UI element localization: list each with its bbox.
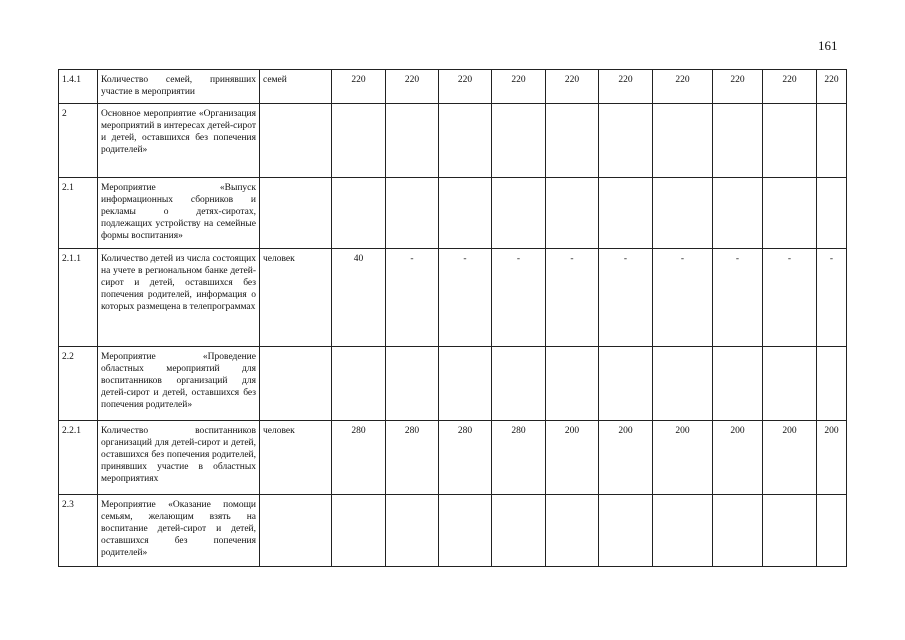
value-cell	[763, 104, 817, 178]
value-cell	[817, 104, 847, 178]
value-cell	[546, 178, 599, 249]
value-cell	[599, 495, 653, 567]
row-unit	[260, 495, 332, 567]
value-cell	[599, 347, 653, 421]
value-cell	[332, 104, 386, 178]
value-cell	[546, 347, 599, 421]
table-body	[59, 70, 847, 567]
table-row	[59, 249, 847, 347]
row-unit	[260, 104, 332, 178]
value-cell: 40	[332, 249, 386, 347]
value-cell	[546, 104, 599, 178]
page-number: 161	[818, 38, 838, 53]
value-cell: 280	[386, 421, 439, 495]
value-cell: 220	[439, 70, 492, 104]
value-cell	[653, 495, 713, 567]
row-description: Количество семей, принявших участие в мероприятии	[98, 70, 260, 104]
value-cell: 220	[653, 70, 713, 104]
value-cell	[332, 178, 386, 249]
table-row	[59, 70, 847, 104]
value-cell: -	[546, 249, 599, 347]
row-code: 2.2.1	[59, 421, 98, 495]
value-cell	[713, 495, 763, 567]
value-cell	[713, 178, 763, 249]
row-unit: человек	[260, 249, 332, 347]
value-cell	[492, 178, 546, 249]
value-cell: 220	[763, 70, 817, 104]
value-cell: 200	[817, 421, 847, 495]
value-cell: -	[492, 249, 546, 347]
row-code: 2.2	[59, 347, 98, 421]
value-cell	[439, 104, 492, 178]
value-cell	[653, 104, 713, 178]
row-unit	[260, 347, 332, 421]
row-description: Мероприятие «Проведение областных мероприятий для воспитанников организаций для детей-сирот и детей, оставшихся без попечения родителей»	[98, 347, 260, 421]
value-cell	[763, 347, 817, 421]
table-row	[59, 347, 847, 421]
value-cell	[386, 495, 439, 567]
value-cell: 200	[713, 421, 763, 495]
value-cell: -	[817, 249, 847, 347]
value-cell	[439, 495, 492, 567]
value-cell	[817, 495, 847, 567]
value-cell	[439, 347, 492, 421]
value-cell: 220	[546, 70, 599, 104]
value-cell: -	[653, 249, 713, 347]
value-cell	[763, 495, 817, 567]
value-cell: 280	[332, 421, 386, 495]
row-code: 2.1	[59, 178, 98, 249]
value-cell	[492, 495, 546, 567]
value-cell	[332, 347, 386, 421]
row-code: 2	[59, 104, 98, 178]
value-cell: -	[713, 249, 763, 347]
value-cell	[386, 104, 439, 178]
value-cell: -	[763, 249, 817, 347]
value-cell: 220	[599, 70, 653, 104]
value-cell	[713, 104, 763, 178]
row-description: Количество воспитанников организаций для детей-сирот и детей, оставшихся без попечения родителей, принявших участие в областных мероприятиях	[98, 421, 260, 495]
value-cell	[763, 178, 817, 249]
value-cell: 220	[492, 70, 546, 104]
value-cell: -	[386, 249, 439, 347]
row-unit	[260, 178, 332, 249]
row-unit: семей	[260, 70, 332, 104]
value-cell	[599, 104, 653, 178]
value-cell: -	[599, 249, 653, 347]
row-code: 1.4.1	[59, 70, 98, 104]
value-cell: 220	[713, 70, 763, 104]
value-cell: 280	[439, 421, 492, 495]
table-row	[59, 104, 847, 178]
indicators-table	[58, 69, 847, 567]
value-cell: 200	[599, 421, 653, 495]
table-row	[59, 421, 847, 495]
table-row	[59, 495, 847, 567]
row-code: 2.3	[59, 495, 98, 567]
value-cell: -	[439, 249, 492, 347]
value-cell: 220	[817, 70, 847, 104]
value-cell	[492, 104, 546, 178]
row-description: Мероприятие «Выпуск информационных сборников и рекламы о детях-сиротах, подлежащих устройству на семейные формы воспитания»	[98, 178, 260, 249]
value-cell	[713, 347, 763, 421]
row-description: Количество детей из числа состоящих на учете в региональном банке детей-сирот и детей, оставшихся без попечения родителей, информация о которых размещена в телепрограммах	[98, 249, 260, 347]
value-cell: 200	[653, 421, 713, 495]
value-cell: 220	[386, 70, 439, 104]
table-row	[59, 178, 847, 249]
value-cell: 220	[332, 70, 386, 104]
value-cell	[386, 347, 439, 421]
value-cell	[653, 178, 713, 249]
row-description: Мероприятие «Оказание помощи семьям, желающим взять на воспитание детей-сирот и детей, оставшихся без попечения родителей»	[98, 495, 260, 567]
row-unit: человек	[260, 421, 332, 495]
value-cell	[492, 347, 546, 421]
value-cell	[653, 347, 713, 421]
value-cell: 200	[546, 421, 599, 495]
value-cell	[546, 495, 599, 567]
value-cell: 280	[492, 421, 546, 495]
value-cell	[817, 178, 847, 249]
row-code: 2.1.1	[59, 249, 98, 347]
value-cell	[599, 178, 653, 249]
value-cell	[332, 495, 386, 567]
value-cell	[386, 178, 439, 249]
value-cell: 200	[763, 421, 817, 495]
value-cell	[439, 178, 492, 249]
value-cell	[817, 347, 847, 421]
row-description: Основное мероприятие «Организация мероприятий в интересах детей-сирот и детей, оставшихся без попечения родителей»	[98, 104, 260, 178]
